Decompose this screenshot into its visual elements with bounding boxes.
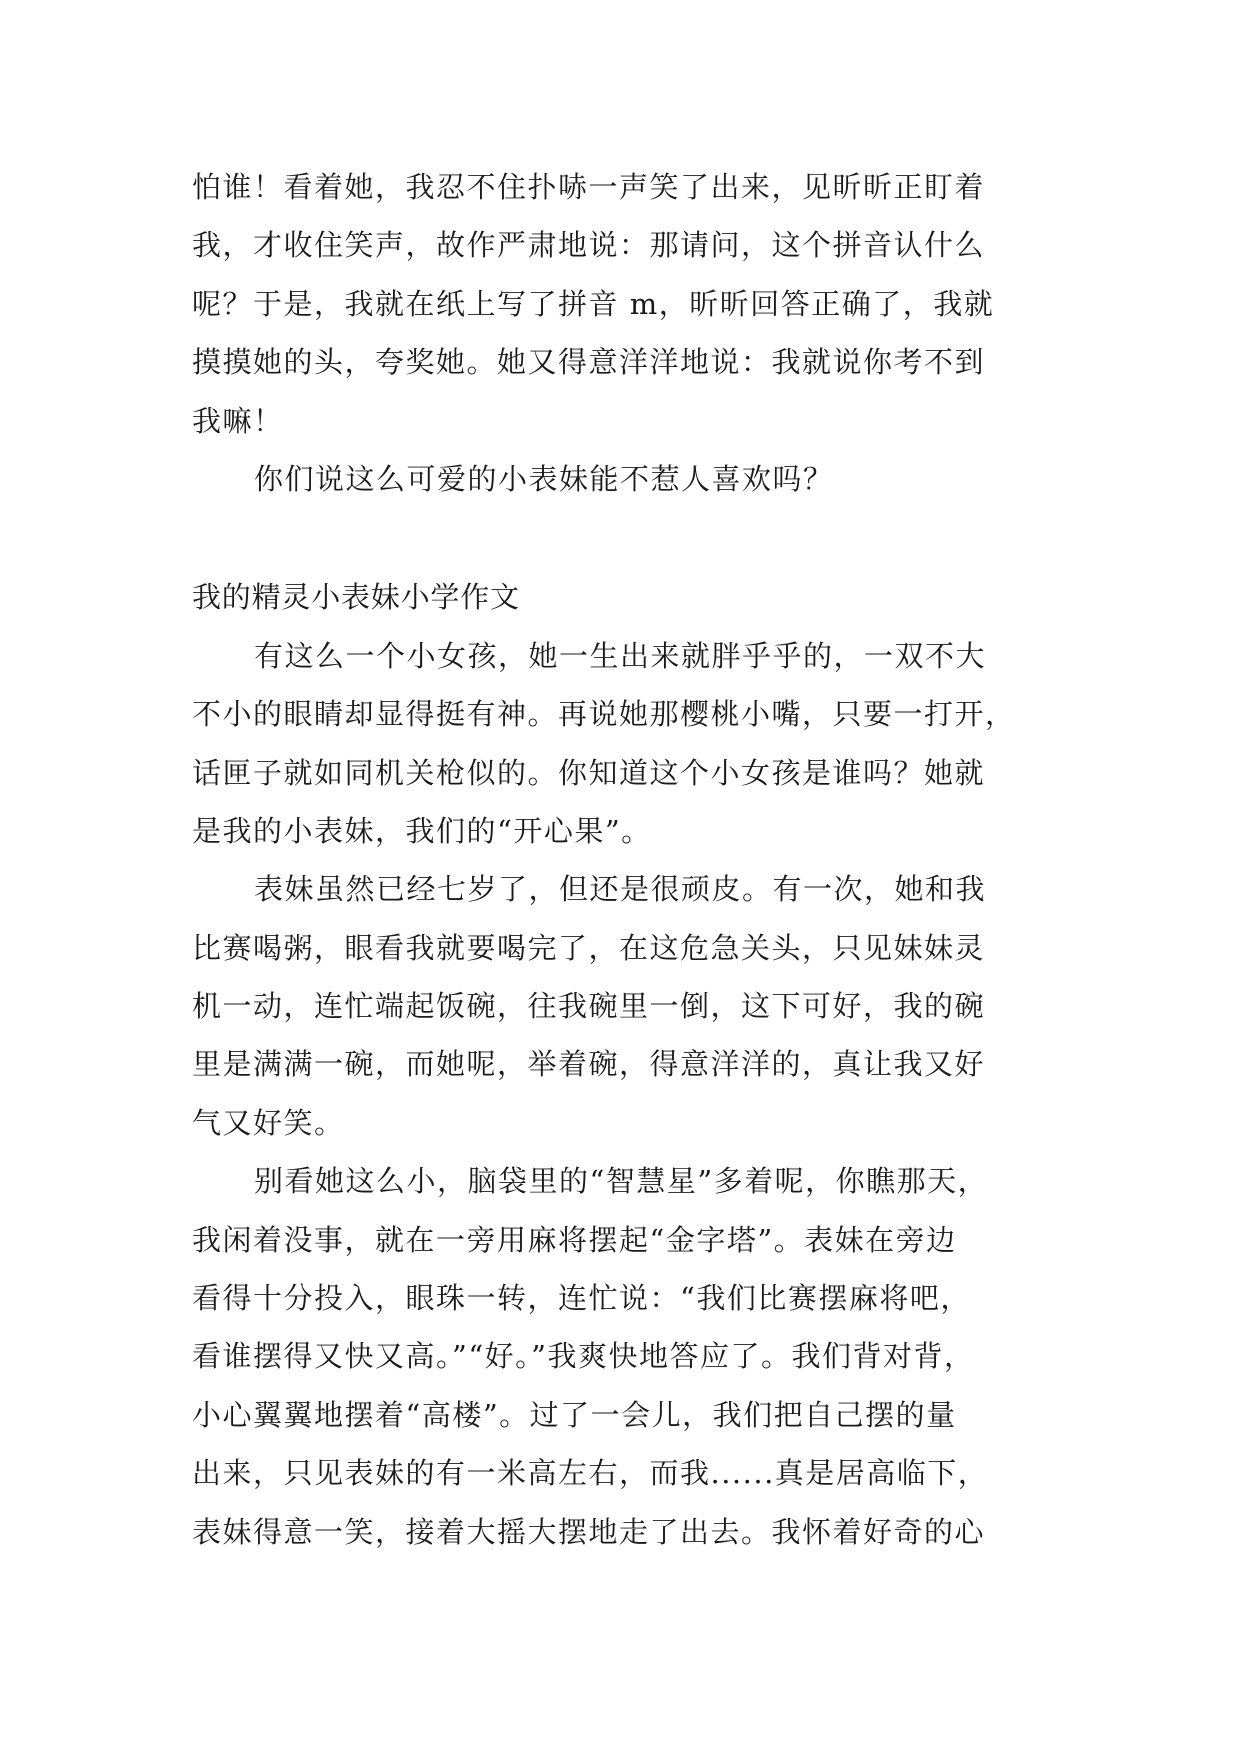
text-line: 看得十分投入，眼珠一转，连忙说：“我们比赛摆麻将吧， <box>192 1281 971 1316</box>
essay <box>192 568 1062 1561</box>
text-line: 看谁摆得又快又高。”“好。”我爽快地答应了。我们背对背， <box>192 1339 975 1374</box>
text-line: 怕谁！看着她，我忍不住扑哧一声笑了出来，见昕昕正盯着 <box>192 170 986 204</box>
text-line: 小心翼翼地摆着“高楼”。过了一会儿，我们把自己摆的量 <box>192 1397 957 1432</box>
text-line: 有这么一个小女孩，她一生出来就胖乎乎的，一双不大 <box>254 638 987 673</box>
text-line: 我嘛！ <box>192 403 284 438</box>
text-line: 别看她这么小，脑袋里的“智慧星”多着呢，你瞧那天， <box>254 1164 989 1199</box>
text-line: 我闲着没事，就在一旁用麻将摆起“金字塔”。表妹在旁边 <box>192 1222 957 1257</box>
closing-line: 你们说这么可爱的小表妹能不惹人喜欢吗？ <box>254 461 834 496</box>
paragraph-1 <box>192 627 1062 861</box>
section-gap <box>192 508 1062 568</box>
text-line: 比赛喝粥，眼看我就要喝完了，在这危急关头，只见妹妹灵 <box>192 930 986 965</box>
text-line: 我，才收住笑声，故作严肃地说：那请问，这个拼音认什么 <box>192 228 986 263</box>
text-line: 里是满满一碗，而她呢，举着碗，得意洋洋的，真让我又好 <box>192 1047 986 1082</box>
text-line: 是我的小表妹，我们的“开心果”。 <box>192 813 652 848</box>
text-line: 表妹得意一笑，接着大摇大摆地走了出去。我怀着好奇的心 <box>192 1514 986 1549</box>
text-line: 表妹虽然已经七岁了，但还是很顽皮。有一次，她和我 <box>254 872 987 907</box>
essay-title: 我的精灵小表妹小学作文 <box>192 580 520 615</box>
paragraph-2 <box>192 860 1062 1152</box>
text-line: 出来，只见表妹的有一米高左右，而我......真是居高临下， <box>192 1456 989 1491</box>
text-line: 话匣子就如同机关枪似的。你知道这个小女孩是谁吗？她就 <box>192 755 986 790</box>
document-page <box>192 158 1062 1561</box>
text-line: 气又好笑。 <box>192 1105 345 1140</box>
paragraph-3 <box>192 1152 1062 1561</box>
previous-essay-tail <box>192 158 1062 508</box>
text-line: 机一动，连忙端起饭碗，往我碗里一倒，这下可好，我的碗 <box>192 989 986 1024</box>
text-line: 摸摸她的头，夸奖她。她又得意洋洋地说：我就说你考不到 <box>192 345 986 380</box>
text-line: 不小的眼睛却显得挺有神。再说她那樱桃小嘴，只要一打开， <box>192 697 1016 732</box>
text-line: 呢？于是，我就在纸上写了拼音 m，昕昕回答正确了，我就 <box>192 286 995 321</box>
